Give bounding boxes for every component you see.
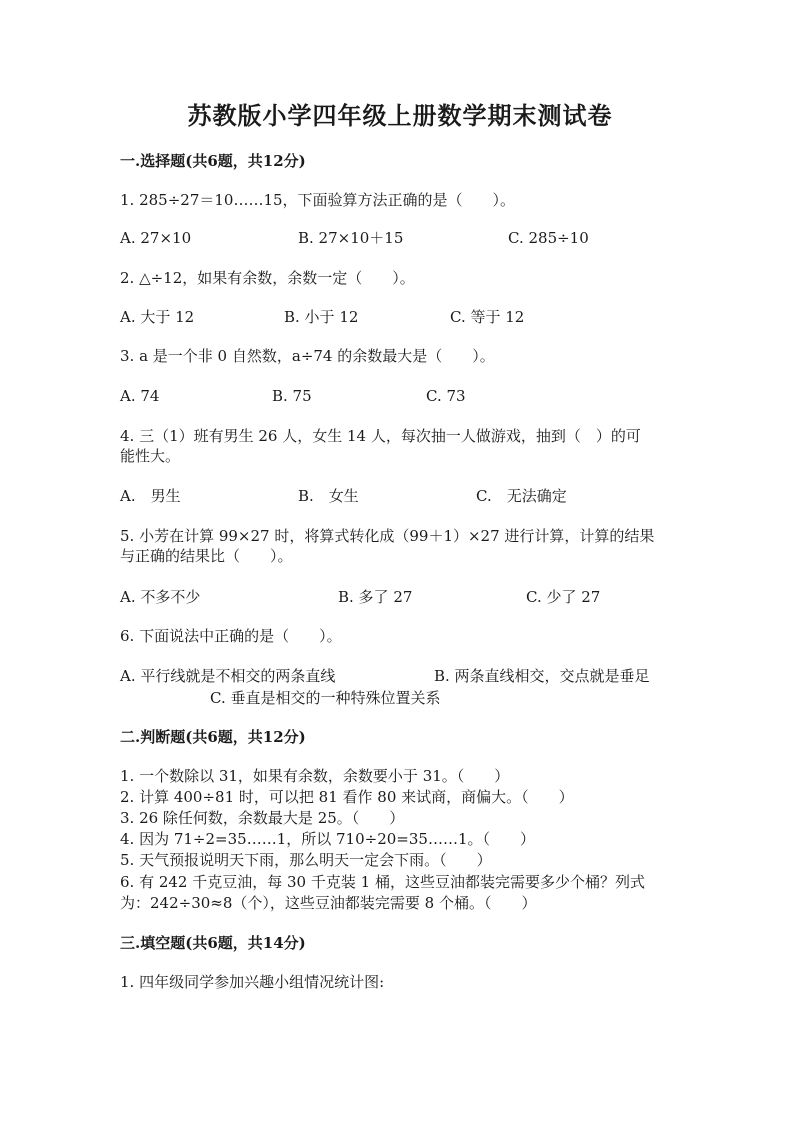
fill-item-1: 1. 四年级同学参加兴趣小组情况统计图:	[120, 973, 385, 991]
question-2: 2. △÷12，如果有余数，余数一定（ ）。	[120, 269, 415, 287]
section-heading-judge: 二.判断题(共6题，共12分)	[120, 728, 306, 746]
judge-item-2: 2. 计算 400÷81 时，可以把 81 看作 80 来试商，商偏大。（ ）	[120, 788, 574, 806]
judge-item-6-line-2: 为：242÷30≈8（个），这些豆油都装完需要 8 个桶。（ ）	[120, 894, 537, 912]
judge-item-1: 1. 一个数除以 31，如果有余数，余数要小于 31。（ ）	[120, 767, 510, 785]
section-heading-fill: 三.填空题(共6题，共14分)	[120, 934, 306, 952]
question-6: 6. 下面说法中正确的是（ ）。	[120, 627, 342, 645]
question-3: 3. a 是一个非 0 自然数，a÷74 的余数最大是（ ）。	[120, 347, 495, 365]
judge-item-4: 4. 因为 71÷2=35……1，所以 710÷20=35……1。（ ）	[120, 830, 535, 848]
q3-option-a: A. 74	[120, 387, 160, 405]
q4-option-a: A. 男生	[120, 487, 181, 505]
q6-option-a: A. 平行线就是不相交的两条直线	[120, 667, 336, 685]
judge-item-3: 3. 26 除任何数，余数最大是 25。（ ）	[120, 809, 405, 827]
q4-option-c: C. 无法确定	[476, 487, 567, 505]
q1-option-b: B. 27×10＋15	[298, 229, 404, 247]
q1-option-c: C. 285÷10	[508, 229, 589, 247]
question-5-line-1: 5. 小芳在计算 99×27 时，将算式转化成（99＋1）×27 进行计算，计算的结果	[120, 527, 655, 545]
q5-option-a: A. 不多不少	[120, 588, 201, 606]
q2-option-c: C. 等于 12	[450, 308, 525, 326]
q2-option-a: A. 大于 12	[120, 308, 195, 326]
q3-option-b: B. 75	[272, 387, 312, 405]
q5-option-b: B. 多了 27	[338, 588, 413, 606]
judge-item-6-line-1: 6. 有 242 千克豆油，每 30 千克装 1 桶，这些豆油都装完需要多少个桶？列式	[120, 873, 645, 891]
q6-option-b: B. 两条直线相交，交点就是垂足	[434, 667, 650, 685]
section-heading-choice: 一.选择题(共6题，共12分)	[120, 152, 306, 170]
q6-option-c: C. 垂直是相交的一种特殊位置关系	[210, 689, 441, 707]
q4-option-b: B. 女生	[298, 487, 359, 505]
question-5-line-2: 与正确的结果比（ ）。	[120, 547, 293, 565]
q1-option-a: A. 27×10	[120, 229, 192, 247]
question-4-line-2: 能性大。	[120, 447, 181, 465]
exam-title: 苏教版小学四年级上册数学期末测试卷	[187, 101, 613, 130]
question-4-line-1: 4. 三（1）班有男生 26 人，女生 14 人，每次抽一人做游戏，抽到（ ）的可	[120, 427, 641, 445]
question-1: 1. 285÷27＝10……15，下面验算方法正确的是（ ）。	[120, 191, 516, 209]
q2-option-b: B. 小于 12	[284, 308, 359, 326]
judge-item-5: 5. 天气预报说明天下雨，那么明天一定会下雨。（ ）	[120, 851, 492, 869]
q5-option-c: C. 少了 27	[526, 588, 601, 606]
q3-option-c: C. 73	[426, 387, 466, 405]
